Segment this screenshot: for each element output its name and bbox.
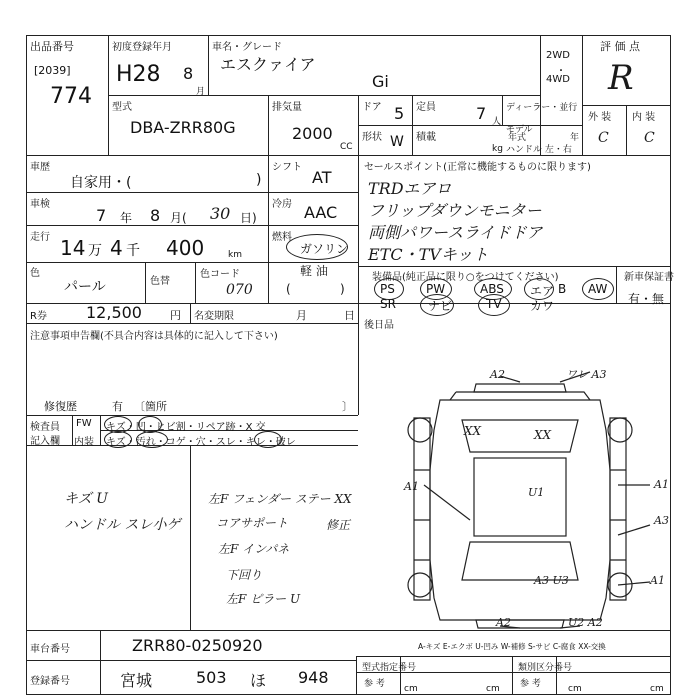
doors-value: 5 — [394, 104, 405, 123]
interior-score: C — [644, 130, 655, 146]
usage-close: ) — [256, 172, 262, 188]
displacement-label: 排気量 — [272, 102, 302, 113]
category-no-unit-1: cm — [568, 684, 582, 694]
exterior-label: 外 装 — [588, 112, 612, 123]
category-no-label: 類別区分番号 — [518, 663, 573, 673]
repair-history-area: 〔箇所 — [134, 400, 167, 413]
inspection-year: 7 — [96, 206, 107, 225]
capacity-unit: 人 — [492, 117, 502, 127]
repair-history-label: 修復歴 — [44, 400, 77, 413]
displacement-value: 2000 — [292, 124, 333, 143]
exterior-score: C — [598, 130, 609, 146]
diag-mark-u2-a2: U2 A2 — [568, 616, 603, 629]
first-reg-month-unit: 月 — [196, 87, 206, 97]
usage-label: 車歴 — [30, 162, 50, 173]
hand-note-5: 修正 — [326, 518, 351, 532]
mileage-rest: 400 — [166, 236, 205, 260]
title-deadline-month: 月 — [296, 309, 307, 322]
certified-dims-ref: 参 考 — [364, 679, 385, 689]
diag-mark-a1-left: A1 — [404, 480, 419, 493]
inspection-label: 車検 — [30, 199, 50, 210]
color-code: 070 — [226, 282, 253, 298]
model-label: 型式 — [112, 102, 132, 113]
shape-label: 形状 — [362, 132, 382, 143]
capacity-label: 定員 — [416, 102, 436, 113]
shift-label: シフト — [272, 162, 302, 173]
model-year-unit: 年 — [570, 133, 580, 143]
fw-items: キズ・凹・ヒビ割・リペア跡・X 交 — [106, 422, 266, 433]
car-name: エスクァイア — [220, 55, 316, 74]
mileage-sen: 4 — [110, 236, 123, 260]
shift-value: AT — [312, 168, 332, 187]
aircon-label: 冷房 — [272, 199, 292, 210]
fuel-gasoline: ガソリン — [300, 242, 349, 256]
equip-tv: TV — [486, 297, 502, 311]
certified-dims-unit-2: cm — [486, 684, 500, 694]
inspection-year-unit: 年 — [120, 211, 133, 225]
hand-note-2: ハンドル スレ小ゲ — [64, 517, 181, 533]
color-value: パール — [64, 279, 106, 295]
mileage-unit: km — [228, 250, 242, 260]
lot-label: 出品番号 — [30, 40, 74, 53]
equip-pw: PW — [426, 282, 446, 296]
aircon-value: AAC — [304, 203, 338, 222]
equipment-label: 装備品(純正品に限り○をつけてください) — [372, 272, 559, 283]
registration-number: 948 — [298, 668, 329, 687]
usage-value: 自家用・( — [70, 175, 132, 191]
drive-4wd: 4WD — [546, 74, 570, 85]
registration-class: 503 — [196, 668, 227, 687]
sales-point-3: 両側パワースライドドア — [368, 223, 543, 242]
equip-abs: ABS — [480, 282, 504, 296]
hand-note-4: コアサポート — [216, 516, 289, 530]
model-value: DBA-ZRR80G — [130, 118, 236, 137]
recycle-value: 12,500 — [86, 303, 142, 322]
sales-point-4: ETC・TVキット — [368, 245, 489, 264]
inspection-month: 8 — [150, 206, 161, 225]
inspector-title-2: 記入欄 — [30, 436, 60, 447]
hand-note-8: 左F ピラー U — [226, 592, 301, 606]
drive-dot: ・ — [556, 66, 566, 77]
hand-note-6: 左F インパネ — [218, 542, 290, 556]
chassis-label: 車台番号 — [30, 644, 70, 655]
recycle-unit: 円 — [170, 309, 181, 322]
first-reg-label: 初度登録年月 — [112, 42, 172, 53]
color-change-label: 色替 — [150, 276, 170, 287]
hand-note-7: 下回り — [226, 568, 263, 582]
notes-label: 注意事項申告欄(不具合内容は具体的に記入して下さい) — [30, 331, 278, 342]
lot-number: 774 — [50, 84, 92, 109]
score-value: R — [608, 58, 634, 98]
fuel-close: ) — [340, 282, 345, 296]
diag-mark-ware-a3: ワレ A3 — [566, 368, 607, 381]
recycle-label: R券 — [30, 311, 47, 322]
category-no-ref: 参 考 — [520, 679, 541, 689]
later-items-label: 後日品 — [364, 320, 394, 331]
dealer-label: ディーラー・並行 — [506, 103, 578, 113]
equip-navi: ナビ — [428, 299, 453, 313]
equip-aw: AW — [588, 282, 608, 296]
lot-code: [2039] — [34, 64, 71, 77]
inspection-month-unit: 月( — [170, 211, 187, 225]
sales-point-1: TRDエアロ — [368, 179, 452, 198]
diag-mark-u1: U1 — [528, 486, 545, 499]
color-code-label: 色コード — [200, 269, 240, 280]
equip-b: B — [558, 282, 567, 296]
fw-label: FW — [76, 418, 92, 429]
equip-leather: カワ — [530, 299, 555, 313]
certified-dims-unit-1: cm — [404, 684, 418, 694]
equip-ps: PS — [380, 282, 395, 296]
title-deadline-label: 名変期限 — [194, 311, 234, 322]
color-label: 色 — [30, 268, 40, 279]
displacement-unit: CC — [340, 142, 353, 152]
title-deadline-day: 日 — [344, 309, 355, 322]
fuel-diesel: 軽 油 — [300, 264, 328, 278]
diag-mark-a1-right-2: A1 — [650, 574, 665, 587]
car-grade: Gi — [372, 72, 389, 91]
interior-label: 内 装 — [632, 112, 656, 123]
equip-sr: SR — [380, 297, 396, 311]
first-reg-year: H28 — [116, 62, 161, 87]
diag-mark-xx-center: XX — [534, 428, 552, 442]
fuel-open: ( — [286, 282, 291, 296]
hand-note-3: 左F フェンダー ステー XX — [208, 492, 352, 506]
warranty-value: 有・無 — [628, 292, 665, 306]
diag-mark-xx-left: XX — [464, 424, 482, 438]
payload-label: 積載 — [416, 132, 436, 143]
first-reg-month: 8 — [183, 64, 194, 83]
mileage-sen-unit: 千 — [126, 243, 140, 259]
capacity-value: 7 — [476, 104, 487, 123]
model-year-label: 年式 — [508, 133, 527, 143]
sales-points-label: セールスポイント(正常に機能するものに限ります) — [364, 162, 591, 173]
category-no-unit-2: cm — [650, 684, 664, 694]
hand-note-1: キズ U — [64, 491, 108, 507]
registration-region: 宮城 — [120, 671, 153, 690]
model-sub-label: モデル — [506, 125, 533, 135]
fuel-label: 燃料 — [272, 232, 292, 243]
interior-row-label: 内装 — [74, 437, 94, 448]
certified-dims-label: 型式指定番号 — [362, 663, 417, 673]
interior-items: キズ・汚れ・コゲ・穴・スレ・キレ・破レ — [106, 437, 296, 448]
registration-kana: ほ — [250, 671, 267, 690]
payload-unit: kg — [492, 144, 503, 154]
sales-point-2: フリップダウンモニター — [368, 201, 542, 220]
inspector-title-1: 検査員 — [30, 422, 60, 433]
mileage-man-unit: 万 — [88, 243, 102, 259]
warranty-label: 新車保証書 — [624, 272, 674, 283]
inspection-day: 30 — [210, 204, 231, 223]
diagram-legend: A-キズ E-エクボ U-凹み W-補修 S-サビ C-腐食 XX-交換 — [418, 642, 606, 651]
diag-mark-a3-right: A3 — [654, 514, 669, 527]
doors-label: ドア — [362, 102, 382, 113]
car-name-label: 車名・グレード — [212, 42, 282, 53]
mileage-man: 14 — [60, 236, 86, 260]
repair-history-value: 有 — [112, 400, 123, 413]
diag-mark-a2-bottom: A2 — [496, 616, 511, 629]
diag-mark-a3-u3: A3 U3 — [534, 574, 569, 587]
drive-2wd: 2WD — [546, 50, 570, 61]
repair-history-close: 〕 — [342, 400, 353, 413]
shape-value: W — [390, 134, 404, 150]
inspection-day-unit: 日) — [240, 211, 257, 225]
score-label: 評 価 点 — [600, 40, 640, 53]
registration-label: 登録番号 — [30, 676, 70, 687]
mileage-label: 走行 — [30, 232, 50, 243]
equip-air: エア — [530, 284, 555, 298]
handle-label: ハンドル 左・右 — [506, 145, 572, 155]
chassis-value: ZRR80-0250920 — [132, 636, 263, 655]
diag-mark-a2-top: A2 — [490, 368, 505, 381]
diag-mark-a1-right-1: A1 — [654, 478, 669, 491]
